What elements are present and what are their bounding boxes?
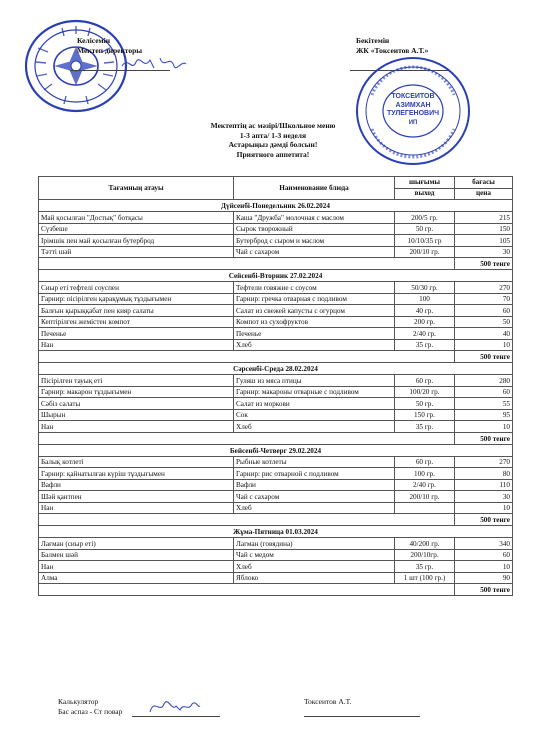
dish-name-kz: Гарнир: макарон тұздығымен xyxy=(39,386,234,398)
dish-output: 50/30 гр. xyxy=(395,282,455,294)
calculator-label: Калькулятор xyxy=(58,697,99,706)
menu-row xyxy=(39,212,513,224)
dish-output: 60 гр. xyxy=(395,456,455,468)
menu-row xyxy=(39,282,513,294)
dish-name-kz: Май қосылған "Достық" ботқасы xyxy=(39,212,234,224)
dish-price: 10 xyxy=(455,421,513,433)
day-title: Бейсенбі-Четверг 29.02.2024 xyxy=(39,444,513,456)
dish-name-ru: Гарнир: рис отварной с подливом xyxy=(234,468,395,480)
menu-row xyxy=(39,409,513,421)
dish-price: 60 xyxy=(455,386,513,398)
dish-name-ru: Гарнир: гречка отварная с подливом xyxy=(234,293,395,305)
dish-output: 40 гр. xyxy=(395,305,455,317)
total-spacer xyxy=(39,584,455,596)
stamp-name-line2: АЗИМХАН xyxy=(395,101,431,109)
dish-price: 40 xyxy=(455,328,513,340)
header-price-bottom: цена xyxy=(455,188,513,200)
dish-price: 340 xyxy=(455,538,513,550)
dish-name-kz: Балмен шәй xyxy=(39,549,234,561)
dish-price: 270 xyxy=(455,282,513,294)
dish-price: 30 xyxy=(455,491,513,503)
dish-output: 200 гр. xyxy=(395,316,455,328)
day-header-row xyxy=(39,444,513,456)
menu-row xyxy=(39,293,513,305)
menu-row xyxy=(39,502,513,514)
dish-name-ru: Чай с сахаром xyxy=(234,246,395,258)
day-total-row xyxy=(39,258,513,270)
day-header-row xyxy=(39,526,513,538)
dish-price: 10 xyxy=(455,561,513,573)
dish-name-ru: Сырок творожный xyxy=(234,223,395,235)
dish-name-kz: Балық котлеті xyxy=(39,456,234,468)
menu-greeting-ru: Приятного аппетита! xyxy=(236,149,310,159)
day-total-row xyxy=(39,432,513,444)
dish-name-ru: Салат из моркови xyxy=(234,398,395,410)
dish-name-ru: Каша "Дружба" молочная с маслом xyxy=(234,212,395,224)
menu-row xyxy=(39,246,513,258)
dish-name-ru: Хлеб xyxy=(234,421,395,433)
head-cook-label: Бас аспаз - Ст повар xyxy=(58,707,123,716)
dish-name-kz: Гарнир: пісірілген қарақұмық тұздығымен xyxy=(39,293,234,305)
dish-name-ru: Салат из свежей капусты с огурцом xyxy=(234,305,395,317)
dish-name-ru: Вафли xyxy=(234,479,395,491)
menu-row xyxy=(39,572,513,584)
signer-signature-line xyxy=(304,716,420,717)
menu-row xyxy=(39,479,513,491)
header-ru-name: Наименование блюда xyxy=(234,177,395,200)
day-total: 500 тенге xyxy=(455,584,513,596)
dish-name-ru: Печенье xyxy=(234,328,395,340)
dish-output: 35 гр. xyxy=(395,339,455,351)
approval-right-subtitle: ЖК «Токсеитов А.Т.» xyxy=(356,46,429,55)
total-spacer xyxy=(39,432,455,444)
dish-output: 60 гр. xyxy=(395,375,455,387)
dish-output: 2/40 гр. xyxy=(395,328,455,340)
dish-name-kz: Балғын қырыққабат пен кияр салаты xyxy=(39,305,234,317)
dish-name-kz: Нан xyxy=(39,339,234,351)
day-title: Сәрсенбі-Среда 28.02.2024 xyxy=(39,363,513,375)
day-header-row xyxy=(39,363,513,375)
approval-left-title: Келісемін xyxy=(77,36,111,45)
header-price-top: бағасы xyxy=(455,177,513,189)
menu-row xyxy=(39,339,513,351)
dish-output: 100/20 гр. xyxy=(395,386,455,398)
approval-right-title: Бекітемін xyxy=(356,36,390,45)
day-header-row xyxy=(39,200,513,212)
dish-price: 30 xyxy=(455,246,513,258)
menu-row xyxy=(39,491,513,503)
menu-table xyxy=(38,176,513,596)
dish-name-ru: Гарнир: макароны отварные с подливом xyxy=(234,386,395,398)
dish-name-ru: Сок xyxy=(234,409,395,421)
dish-price: 10 xyxy=(455,339,513,351)
dish-name-kz: Сиыр еті тефтелі соуспен xyxy=(39,282,234,294)
stamp-name-line1: ТОКСЕИТОВ xyxy=(391,93,435,100)
dish-name-ru: Чай с медом xyxy=(234,549,395,561)
dish-name-kz: Тәтті шәй xyxy=(39,246,234,258)
signer-name: Токсеитов А.Т. xyxy=(304,697,352,706)
dish-name-kz: Кептірілген жемістен компот xyxy=(39,316,234,328)
dish-name-kz: Шырын xyxy=(39,409,234,421)
menu-row xyxy=(39,223,513,235)
approval-left-subtitle: Мектеп директоры xyxy=(77,46,143,55)
header-output-bottom: выход xyxy=(395,188,455,200)
dish-output: 35 гр. xyxy=(395,421,455,433)
dish-name-kz: Лағман (сиыр еті) xyxy=(39,538,234,550)
dish-output: 100 гр. xyxy=(395,468,455,480)
day-total-row xyxy=(39,514,513,526)
dish-price: 90 xyxy=(455,572,513,584)
dish-output: 200/10 гр. xyxy=(395,246,455,258)
dish-price: 215 xyxy=(455,212,513,224)
dish-output: 50 гр. xyxy=(395,223,455,235)
dish-name-kz: Сүзбеше xyxy=(39,223,234,235)
school-stamp xyxy=(22,18,130,114)
dish-price: 150 xyxy=(455,223,513,235)
menu-row xyxy=(39,561,513,573)
dish-name-ru: Хлеб xyxy=(234,561,395,573)
dish-name-kz: Нан xyxy=(39,502,234,514)
day-total-row xyxy=(39,351,513,363)
menu-row xyxy=(39,538,513,550)
total-spacer xyxy=(39,258,455,270)
menu-week: 1-3 апта/ 1-3 неделя xyxy=(239,130,307,140)
dish-name-kz: Вафли xyxy=(39,479,234,491)
dish-output: 1 шт (100 гр.) xyxy=(395,572,455,584)
dish-name-kz: Печенье xyxy=(39,328,234,340)
dish-price: 110 xyxy=(455,479,513,491)
menu-row xyxy=(39,421,513,433)
day-title: Сейсенбі-Вторник 27.02.2024 xyxy=(39,270,513,282)
dish-output: 200/10гр. xyxy=(395,549,455,561)
dish-output: 50 гр. xyxy=(395,398,455,410)
dish-name-kz: Пісірілген тауық еті xyxy=(39,375,234,387)
dish-output: 35 гр. xyxy=(395,561,455,573)
dish-name-ru: Компот из сухофруктов xyxy=(234,316,395,328)
dish-price: 60 xyxy=(455,549,513,561)
menu-row xyxy=(39,235,513,247)
menu-row xyxy=(39,316,513,328)
dish-name-kz: Сәбіз салаты xyxy=(39,398,234,410)
menu-row xyxy=(39,375,513,387)
dish-output: 200/10 гр. xyxy=(395,491,455,503)
dish-price: 55 xyxy=(455,398,513,410)
dish-price: 270 xyxy=(455,456,513,468)
menu-greeting-kz: Астарыңыз дәмді болсын! xyxy=(228,140,318,149)
dish-price: 70 xyxy=(455,293,513,305)
cook-signature-line xyxy=(132,716,220,717)
cook-signature xyxy=(146,696,202,716)
dish-name-kz: Гарнир: қайнатылған күріш тұздығымен xyxy=(39,468,234,480)
dish-name-kz: Нан xyxy=(39,561,234,573)
dish-price: 280 xyxy=(455,375,513,387)
dish-price: 10 xyxy=(455,502,513,514)
stamp-ip: ИП xyxy=(408,119,418,126)
menu-row xyxy=(39,398,513,410)
dish-name-ru: Яблоко xyxy=(234,572,395,584)
dish-price: 50 xyxy=(455,316,513,328)
dish-output: 40/200 гр. xyxy=(395,538,455,550)
day-total: 500 тенге xyxy=(455,514,513,526)
menu-row xyxy=(39,549,513,561)
stamp-name-line3: ТУЛЕГЕНОВИЧ xyxy=(386,110,440,117)
header-kz-name: Тағамның атауы xyxy=(39,177,234,200)
dish-name-kz: Алма xyxy=(39,572,234,584)
menu-title-block xyxy=(0,121,546,159)
menu-row xyxy=(39,328,513,340)
dish-name-ru: Тефтели говяжие с соусом xyxy=(234,282,395,294)
menu-row xyxy=(39,305,513,317)
day-total: 500 тенге xyxy=(455,432,513,444)
dish-name-ru: Бутерброд с сыром и маслом xyxy=(234,235,395,247)
day-total: 500 тенге xyxy=(455,258,513,270)
dish-output: 10/10/35 гр xyxy=(395,235,455,247)
dish-output: 2/40 гр. xyxy=(395,479,455,491)
menu-title: Мектептің ас мәзірі/Школьное меню xyxy=(210,121,336,130)
day-title: Дүйсенбі-Понедельник 26.02.2024 xyxy=(39,200,513,212)
menu-row xyxy=(39,386,513,398)
dish-price: 80 xyxy=(455,468,513,480)
dish-output: 200/5 гр. xyxy=(395,212,455,224)
dish-output xyxy=(395,502,455,514)
dish-output: 150 гр. xyxy=(395,409,455,421)
day-title: Жұма-Пятница 01.03.2024 xyxy=(39,526,513,538)
day-total-row xyxy=(39,584,513,596)
director-signature xyxy=(118,52,188,74)
dish-name-kz: Нан xyxy=(39,421,234,433)
dish-name-kz: Шәй қантпен xyxy=(39,491,234,503)
dish-name-ru: Рыбные котлеты xyxy=(234,456,395,468)
menu-row xyxy=(39,468,513,480)
dish-price: 95 xyxy=(455,409,513,421)
dish-name-ru: Лагман (говядина) xyxy=(234,538,395,550)
dish-name-ru: Чай с сахаром xyxy=(234,491,395,503)
day-total: 500 тенге xyxy=(455,351,513,363)
dish-name-ru: Гуляш из мяса птицы xyxy=(234,375,395,387)
header-output-top: шығымы xyxy=(395,177,455,189)
total-spacer xyxy=(39,514,455,526)
dish-output: 100 xyxy=(395,293,455,305)
menu-row xyxy=(39,456,513,468)
day-header-row xyxy=(39,270,513,282)
dish-price: 60 xyxy=(455,305,513,317)
dish-price: 105 xyxy=(455,235,513,247)
dish-name-kz: Ірімшік пен май қосылған бутерброд xyxy=(39,235,234,247)
total-spacer xyxy=(39,351,455,363)
dish-name-ru: Хлеб xyxy=(234,339,395,351)
table-header-row-1 xyxy=(39,177,513,189)
dish-name-ru: Хлеб xyxy=(234,502,395,514)
